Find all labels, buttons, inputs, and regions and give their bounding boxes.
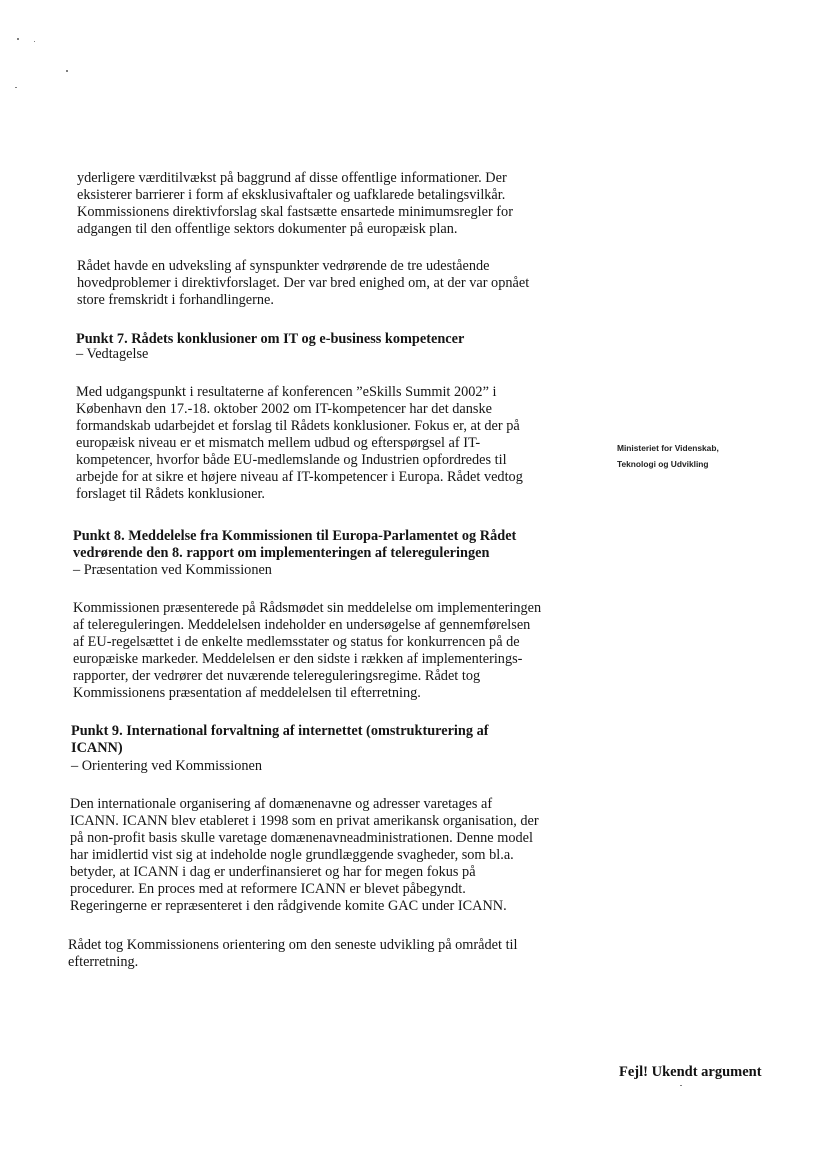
text-line: Den internationale organisering af domænenavne og adresser varetages af [70, 796, 493, 812]
punkt7-heading: Punkt 7. Rådets konklusioner om IT og e-business kompetencer [76, 331, 465, 347]
scan-speck [17, 38, 19, 40]
text-line: hovedproblemer i direktivforslaget. Der var bred enighed om, at der var opnået [77, 275, 530, 291]
text-line: af EU-regelsættet i de enkelte medlemsstater og status for konkurrencen på de [73, 634, 520, 650]
punkt9-subtitle: – Orientering ved Kommissionen [71, 758, 262, 774]
text-line: Rådet tog Kommissionens orientering om den seneste udvikling på området til [68, 937, 518, 953]
text-line: forslaget til Rådets konklusioner. [76, 486, 266, 502]
text-line: europæiske markeder. Meddelelsen er den sidste i rækken af implementerings- [73, 651, 523, 667]
ministry-line: Teknologi og Udvikling [617, 459, 709, 469]
text-line: har imidlertid vist sig at indeholde nogle grundlæggende svagheder, som bl.a. [70, 847, 514, 863]
text-line: ICANN. ICANN blev etableret i 1998 som en privat amerikansk organisation, der [70, 813, 539, 829]
text-line: København den 17.-18. oktober 2002 om IT-kompetencer har det danske [76, 401, 492, 417]
punkt8-heading: vedrørende den 8. rapport om implementeringen af telereguleringen [73, 545, 490, 561]
punkt8-subtitle: – Præsentation ved Kommissionen [73, 562, 272, 578]
text-line: europæisk niveau er et mismatch mellem udbud og efterspørgsel af IT- [76, 435, 481, 451]
text-line: efterretning. [68, 954, 139, 970]
scan-speck [15, 87, 17, 88]
text-line: adgangen til den offentlige sektors dokumenter på europæisk plan. [77, 221, 458, 237]
text-line: arbejde for at sikre et højere niveau af IT-kompetencer i Europa. Rådet vedtog [76, 469, 523, 485]
text-line: Kommissionens direktivforslag skal fastsætte ensartede minimumsregler for [77, 204, 513, 220]
scan-speck [34, 41, 35, 42]
punkt9-heading: Punkt 9. International forvaltning af internettet (omstrukturering af [71, 723, 489, 739]
text-line: yderligere værditilvækst på baggrund af disse offentlige informationer. Der [77, 170, 507, 186]
punkt7-subtitle: – Vedtagelse [76, 346, 149, 362]
text-line: store fremskridt i forhandlingerne. [77, 292, 274, 308]
text-line: på non-profit basis skulle varetage domænenavneadministrationen. Denne model [70, 830, 533, 846]
text-line: eksisterer barrierer i form af eksklusivaftaler og uafklarede betalingsvilkår. [77, 187, 506, 203]
punkt8-heading: Punkt 8. Meddelelse fra Kommissionen til Europa-Parlamentet og Rådet [73, 528, 517, 544]
text-line: Rådet havde en udveksling af synspunkter vedrørende de tre udestående [77, 258, 490, 274]
text-line: betyder, at ICANN i dag er underfinansieret og har for megen fokus på [70, 864, 476, 880]
text-line: formandskab udarbejdet et forslag til Rådets konklusioner. Fokus er, at der på [76, 418, 520, 434]
text-line: Kommissionens præsentation af meddelelsen til efterretning. [73, 685, 421, 701]
text-line: Kommissionen præsenterede på Rådsmødet sin meddelelse om implementeringen [73, 600, 542, 616]
text-line: af telereguleringen. Meddelelsen indeholder en undersøgelse af gennemførelsen [73, 617, 531, 633]
text-line: Med udgangspunkt i resultaterne af konferencen ”eSkills Summit 2002” i [76, 384, 497, 400]
text-line: Regeringerne er repræsenteret i den rådgivende komite GAC under ICANN. [70, 898, 507, 914]
text-line: kompetencer, hvorfor både EU-medlemslande og Industrien opfordredes til [76, 452, 507, 468]
ministry-line: Ministeriet for Videnskab, [617, 443, 719, 453]
text-line: procedurer. En proces med at reformere ICANN er blevet påbegyndt. [70, 881, 466, 897]
scan-speck [66, 70, 68, 72]
text-line: rapporter, der vedrører det nuværende telereguleringsregime. Rådet tog [73, 668, 481, 684]
footer-error-text: Fejl! Ukendt argument [619, 1064, 762, 1080]
punkt9-heading: ICANN) [71, 740, 123, 756]
scan-speck [680, 1085, 682, 1086]
